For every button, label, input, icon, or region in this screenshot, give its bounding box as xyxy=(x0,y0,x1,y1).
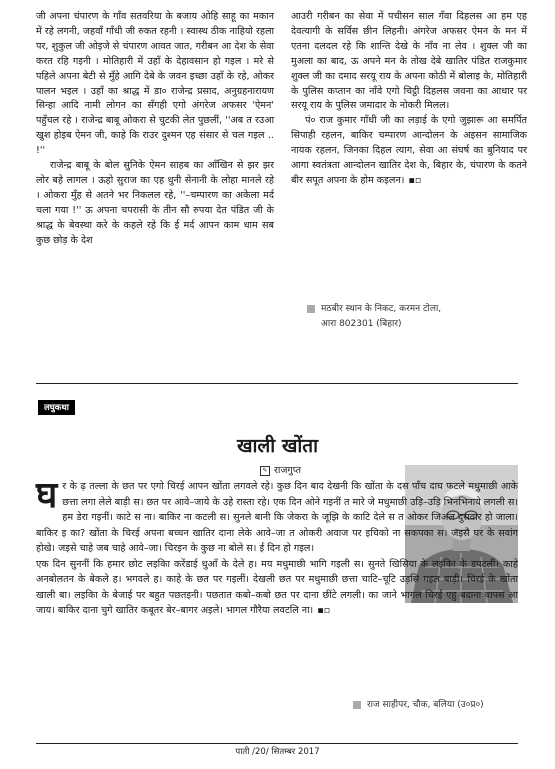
article-paragraph: जी अपना चंपारण के गाँव सतवरिया के बजाय ओहि साहू का मकान में रहे लगनी, जहवाँ गाँधी जी रुकत रहनी । स्वास्थ ठीक नाहियो रहला पर, शुकुल जी ओइजे से चंपारण आवत जात, गरीबन आ देश के सेवा करत रहि गइनी । मोतिहारी में उहाँ के देहावसान हो गइल । मरे से पहिले अपना बेटी से मुँहे आगि देबे के जवन इच्छा उहाँ के रहे, ओकर पालन भइल । उहाँ का श्राद्ध में डा० राजेन्द्र प्रसाद, अनुग्रहनारायण सिन्हा आदि नामी लोगन का सँगही एगो अंगरेज अफसर 'ऐमन' पहुँचल रहे । राजेन्द्र बाबू ओकरा से चुटकी लेत पुछलीं, ''अब त रउआ खुश होइब ऐमन जी, काहे कि राउर दुश्मन एह संसार से चल गइल .. !'' xyxy=(36,11,274,157)
address-line xyxy=(307,317,517,332)
square-bullet-icon xyxy=(307,305,315,313)
square-bullet-icon xyxy=(353,701,361,709)
article-address xyxy=(307,302,517,332)
section-tag: लघुकथा xyxy=(38,400,75,415)
article-left-column xyxy=(36,10,274,249)
story-paragraph xyxy=(36,475,518,557)
author-name: राजगुप्त xyxy=(274,465,302,476)
end-mark: ▪▫ xyxy=(317,605,331,616)
story-body xyxy=(36,475,518,619)
story-address xyxy=(353,697,484,710)
drop-cap: घ xyxy=(36,475,58,516)
story-address-text: राज साहीपर, चौक, बलिया (उ०प्र०) xyxy=(367,700,484,710)
article-paragraph xyxy=(291,114,527,189)
article-paragraph: आउरी गरीबन का सेवा में पचीसन साल गँवा दिहलस आ हम एह देवत्यागी के सर्विस छीन लिहनी। अंगरेज अफसर ऐमन के मन में एतना दलदल रहे कि शान्ति देखे के नाँव ना लेव । शुक्ल जी का मुअला का बाद, ऊ अपने मन के तोख देबे खातिर पंडित राजकुमार शुक्ल जी का दमाद सरयू राय के अपना कोठी में बोलाइ के, मोतिहारी के पुलिस कप्तान का नाँवे एगो चिट्ठी दिहलस जवना का आधार पर सरयू राय के पुलिस जमादार के नोकरी मिलल। xyxy=(291,11,527,112)
pen-icon: ✎ xyxy=(260,466,270,476)
address-line xyxy=(307,302,517,317)
page-footer: पाती /20/ सितम्बर 2017 xyxy=(235,747,320,757)
story-title: खाली खोंता xyxy=(236,435,319,457)
article-right-column xyxy=(291,10,527,189)
footer-divider xyxy=(36,743,518,744)
address-line-text: आरा 802301 (बिहार) xyxy=(321,319,402,329)
article-paragraph: राजेन्द्र बाबू के बोल सुनिके ऐमन साहब का आँखिन से झर झर लोर बहे लागल । ऊहो सुराज का एह धुनी सेनानी के लोहा मानले रहे । ओकरा मुँह से अतने भर निकलल रहे, ''–चम्पारण का अकेला मर्द चला गया !'' ऊ अपना चपरासी के तीन सौ रुपया देत पंडित जी के श्राद्ध के बेवस्था करे के कहले रहे कि ई मर्द आपन काम धाम सब कुछ छोड़ के देश xyxy=(36,160,274,246)
story-author xyxy=(260,463,301,476)
end-mark: ▪▫ xyxy=(408,174,422,186)
section-divider xyxy=(36,383,518,384)
article-paragraph-text: पं० राज कुमार गाँधी जी का लड़ाई के एगो जुझारू आ समर्पित सिपाही रहलन, बाकिर चम्पारण आन्दोलन के अइसन सामाजिक नायक रहलन, जिनका दिहल त्याग, सेवा आ संघर्ष का बुनियाद पर आगा स्वतंत्रता आन्दोलन खातिर देश के, बिहार के, चंपारण के कतने बीर सपूत अपना के होम कइलन। xyxy=(291,115,527,186)
story-paragraph-text: र के ढ़ तल्ला के छत पर एगो चिरई आपन खोंता लगवले रहे। कुछ दिन बाद देखनी कि खोंता के दस पाँच दाघ फटले मधुमाछी आके छत्ता लगा लेले बाड़ी स। छत पर आवे–जाये के उहे रास्ता रहे। एक दिन ओने गइनीं त मारे जे मधुमाछी उड़ि–उड़ि भिनभिनाये लगली स। हम डेरा गइनीं। काटे स ना। बाकिर ना कटली स। सुनले बानी कि जेकरा के जूझि के काटि देले स त ओकर जिअल दुसवार हो जाला। बाकिर इ का? खोंता के चिरई अपना बच्चन खातिर दाना लेके आवे–जा त ओकरी अवाज पर इचिको ना सकपका स। जइसे घर के सवांग होखे। जइसे चाहे जब चाहे आवे–जा। चिरइन के कुछ ना बोले स। ई दिन हो गइल। xyxy=(36,481,518,554)
address-line-text: मठबीर स्थान के निकट, करमन टोला, xyxy=(321,304,442,314)
story-paragraph xyxy=(36,557,518,619)
story-paragraph-text: एक दिन सुननीं कि हमार छोट लइकिा करेंडाई धुआँ के देले ह। मय मधुमाछी भागि गइली स। सुनते खिसिया के लइकिा के डपटलीं। काहे अनबोलतन के बेकले ह। भगवले ह। काहे के छत पर गइलीं। देखली छत पर मधुमाछी छत्ता चाटि–चूटि उड़सि गइल बाड़ी। चिरई के खोंता खाली बा। लइकिा के बेजाई पर बहुत पछतइनी। पछतात कबो–कबो छत पर दाना छींटे लगली। का जाने भागल चिरई एहु बदाना वापस आ जाय। बाकिर दाना चुगे खातिर कबूतर बेर–बागर अइले। भागल गौरैया लवटलि ना। xyxy=(36,558,518,616)
